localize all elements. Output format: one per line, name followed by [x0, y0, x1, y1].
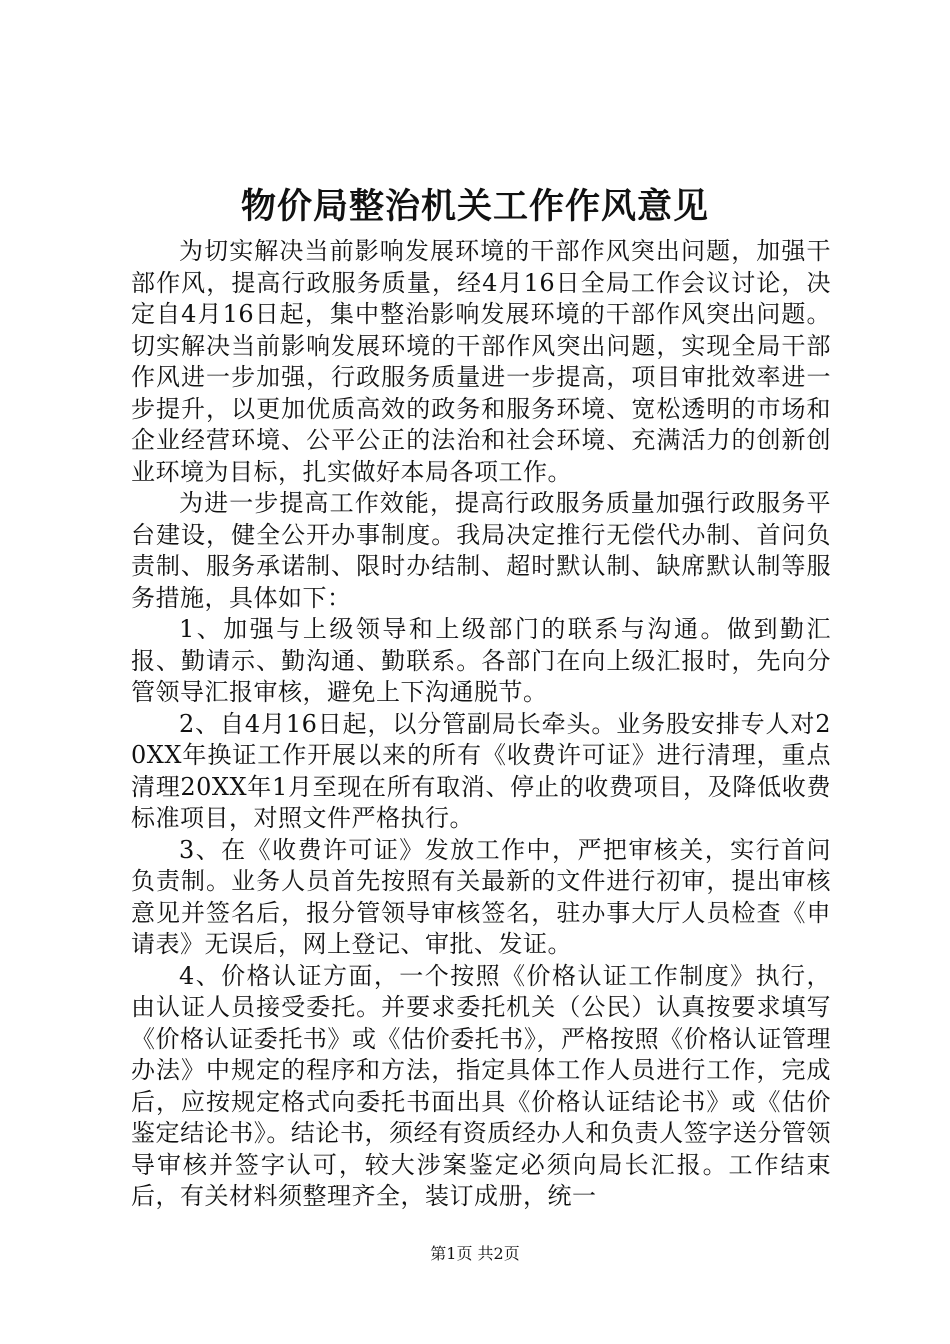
paragraph-4: 2、自4月16日起，以分管副局长牵头。业务股安排专人对20XX年换证工作开展以来的所有《收费许可证》进行清理，重点清理20XX年1月至现在所有取消、停止的收费项目，及降低收费标准项目，对照文件严格执行。 [131, 709, 831, 832]
document-title: 物价局整治机关工作作风意见 [240, 186, 709, 227]
document-body [131, 236, 831, 1213]
paragraph-2: 为进一步提高工作效能，提高行政服务质量加强行政服务平台建设，健全公开办事制度。我局决定推行无偿代办制、首问负责制、服务承诺制、限时办结制、超时默认制、缺席默认制等服务措施，具体如下： [131, 489, 831, 612]
paragraph-6: 4、价格认证方面，一个按照《价格认证工作制度》执行，由认证人员接受委托。并要求委托机关（公民）认真按要求填写《价格认证委托书》或《估价委托书》，严格按照《价格认证管理办法》中规定的程序和方法，指定具体工作人员进行工作，完成后，应按规定格式向委托书面出具《价格认证结论书》或《估价鉴定结论书》。结论书，须经有资质经办人和负责人签字送分管领导审核并签字认可，较大涉案鉴定必须向局长汇报。工作结束后，有关材料须整理齐全，装订成册，统一 [131, 961, 831, 1210]
page-footer: 第1页 共2页 [430, 1244, 520, 1263]
paragraph-1: 为切实解决当前影响发展环境的干部作风突出问题，加强干部作风，提高行政服务质量，经4月16日全局工作会议讨论，决定自4月16日起，集中整治影响发展环境的干部作风突出问题。切实解决当前影响发展环境的干部作风突出问题，实现全局干部作风进一步加强，行政服务质量进一步提高，项目审批效率进一步提升，以更加优质高效的政务和服务环境、宽松透明的市场和企业经营环境、公平公正的法治和社会环境、充满活力的创新创业环境为目标，扎实做好本局各项工作。 [131, 237, 831, 486]
paragraph-3: 1、加强与上级领导和上级部门的联系与沟通。做到勤汇报、勤请示、勤沟通、勤联系。各部门在向上级汇报时，先向分管领导汇报审核，避免上下沟通脱节。 [131, 615, 831, 706]
paragraph-5: 3、在《收费许可证》发放工作中，严把审核关，实行首问负责制。业务人员首先按照有关最新的文件进行初审，提出审核意见并签名后，报分管领导审核签名，驻办事大厅人员检查《申请表》无误后，网上登记、审批、发证。 [131, 835, 831, 958]
